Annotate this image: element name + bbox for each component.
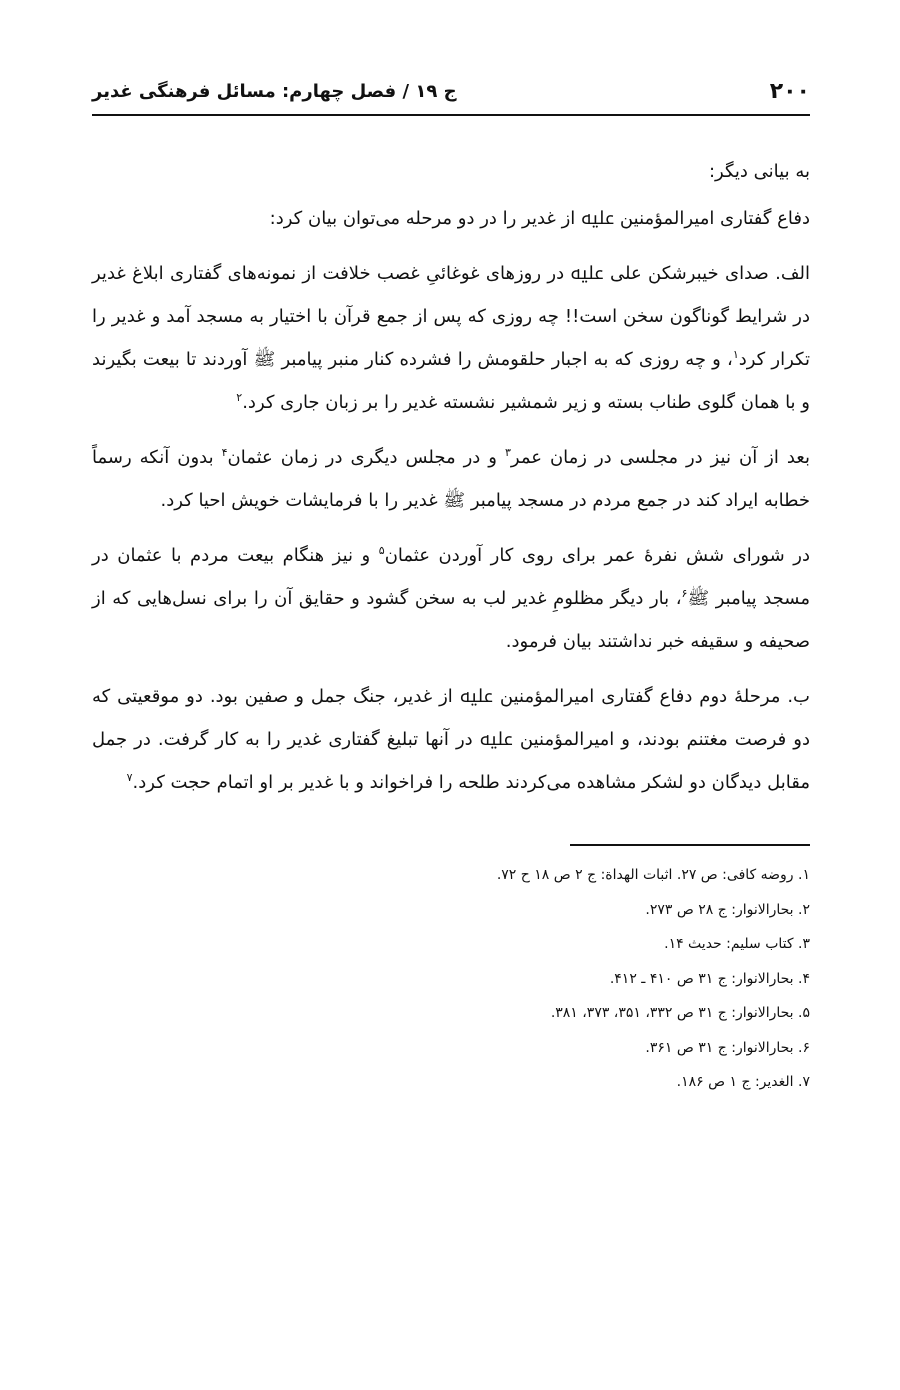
paragraph-intro: به بیانی دیگر: xyxy=(708,161,810,182)
paragraph-omar-othman: بعد از آن نیز در مجلسی در زمان عمر$^۳$ و در مجلس دیگری در زمان عثمان$^۴$ بدون آنکه رسماً خطابه ایراد کند در جمع مردم در مسجد پیامبر ﷺ غدیر را با فرمایشات خویش احیا کرد. xyxy=(92,446,811,511)
footnote-item: ۴. بحارالانوار: ج ۳۱ ص ۴۱۰ ـ ۴۱۲. xyxy=(609,970,810,987)
running-title: ج ۱۹ / فصل چهارم: مسائل فرهنگی غدیر xyxy=(92,80,457,102)
footnote-ref-6: ۶ xyxy=(681,587,688,600)
footnote-ref-3: ۳ xyxy=(504,446,511,459)
footnote-item: ۳. کتاب سلیم: حدیث ۱۴. xyxy=(664,936,810,952)
footnote-ref-5: ۵ xyxy=(378,544,385,557)
footnote-item: ۲. بحارالانوار: ج ۲۸ ص ۲۷۳. xyxy=(645,901,810,918)
footnote-item: ۵. بحارالانوار: ج ۳۱ ص ۳۳۲، ۳۵۱، ۳۷۳، ۳۸۱. xyxy=(550,1005,810,1021)
footnote-ref-1: ۱ xyxy=(732,348,739,361)
footnote-divider xyxy=(570,844,810,846)
footnote-item: ۱. روضه کافی: ص ۲۷. اثبات الهداة: ج ۲ ص ۱۸ ح ۷۲. xyxy=(496,867,810,883)
footnotes-list xyxy=(92,858,810,1100)
footnote-item: ۷. الغدیر: ج ۱ ص ۱۸۶. xyxy=(676,1074,810,1090)
footnote-ref-2: ۲ xyxy=(236,391,243,404)
paragraph-stage-one: الف. صدای خیبرشکن علی ﷷ در روزهای غوغائیِ غصب خلافت از نمونه‌های گفتاری ابلاغ غدیر در شرایط گوناگون سخن است!! چه روزی که پس از جمع قرآن با اختیار به مسجد آمد و غدیر را تکرار کرد$^۱$، و چه روزی که به اجبار حلقومش را فشرده کنار منبر پیامبر ﷺ آوردند تا بیعت بگیرند و با همان گلوی طناب بسته و زیر شمشیر نشسته غدیر را بر زبان جاری کرد.$^۲$ xyxy=(92,263,810,413)
footnote-ref-4: ۴ xyxy=(221,446,228,459)
body-text xyxy=(92,150,810,804)
page-number: ۲۰۰ xyxy=(769,78,810,104)
paragraph-stage-two: ب. مرحلهٔ دوم دفاع گفتاری امیرالمؤمنین ﷷ از غدیر، جنگ جمل و صفین بود. دو موقعیتی که دو فرصت مغتنم بودند، و امیرالمؤمنین ﷷ در آنها تبلیغ گفتاری غدیر را به کار گرفت. در جمل مقابل دیدگان دو لشکر مشاهده می‌کردند طلحه را فراخواند و با غدیر بر او اتمام حجت کرد.$^۷$ xyxy=(92,686,810,793)
book-page xyxy=(92,68,810,1100)
paragraph-defense-stages: دفاع گفتاری امیرالمؤمنین ﷷ از غدیر را در دو مرحله می‌توان بیان کرد: xyxy=(269,208,810,229)
footnote-item: ۶. بحارالانوار: ج ۳۱ ص ۳۶۱. xyxy=(645,1039,810,1056)
paragraph-shura: در شورای شش نفرهٔ عمر برای روی کار آوردن عثمان$^۵$ و نیز هنگام بیعت مردم با عثمان در مسجد پیامبر ﷺ$^۶$، بار دیگر مظلومِ غدیر لب به سخن گشود و حقایق آن را برای نسل‌هایی که از صحیفه و سقیفه خبر نداشتند بیان فرمود. xyxy=(92,544,810,652)
footnote-ref-7: ۷ xyxy=(126,771,133,784)
page-header xyxy=(92,68,810,116)
